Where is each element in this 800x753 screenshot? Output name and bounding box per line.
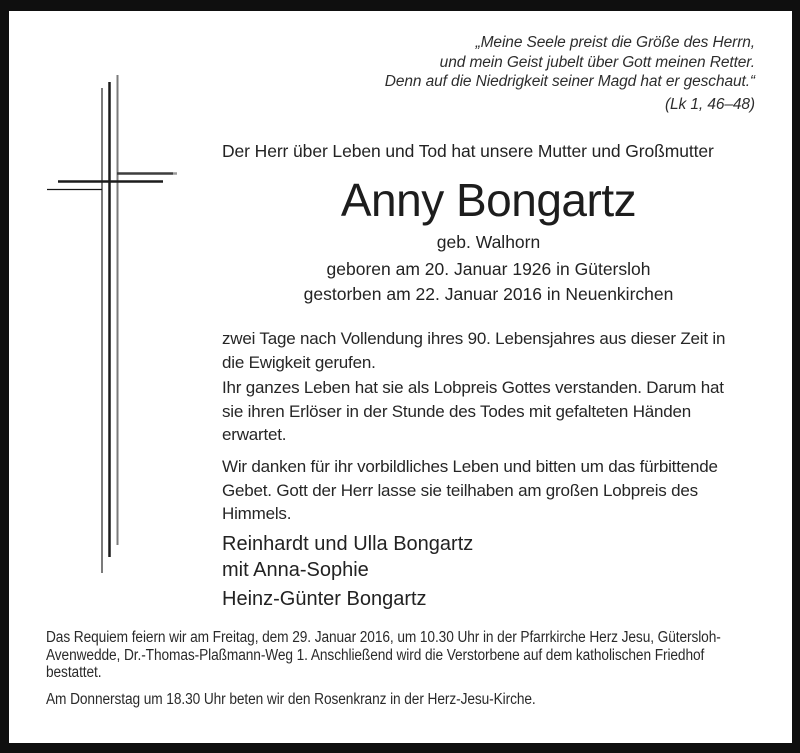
body-paragraph-2 (222, 376, 724, 447)
maiden-name: geb. Walhorn (436, 232, 541, 252)
quote-line: Denn auf die Niedrigkeit seiner Magd hat er geschaut.“ (384, 73, 755, 90)
paragraph-line: Gebet. Gott der Herr lasse sie teilhaben am großen Lobpreis des (222, 480, 698, 500)
paragraph-line: die Ewigkeit gerufen. (222, 352, 376, 372)
paragraph-line: Himmels. (222, 504, 292, 523)
body-paragraph-3 (222, 455, 718, 526)
mourner-line: mit Anna-Sophie (222, 559, 369, 581)
birth-line: geboren am 20. Januar 1926 in Gütersloh (326, 259, 651, 279)
paragraph-line: zwei Tage nach Vollendung ihres 90. Lebensjahres aus dieser Zeit in (222, 329, 726, 348)
frame-left (0, 0, 9, 753)
frame-bottom (0, 743, 800, 753)
death-line: gestorben am 22. Januar 2016 in Neuenkirchen (303, 284, 674, 304)
life-dates (222, 257, 755, 307)
requiem-line: Das Requiem feiern wir am Freitag, dem 29. Januar 2016, um 10.30 Uhr in der Pfarrkirche Herz Jesu, Gütersloh- (46, 629, 721, 646)
funeral-notice (46, 629, 758, 708)
cross-icon (40, 68, 190, 580)
announcement-intro: Der Herr über Leben und Tod hat unsere Mutter und Großmutter (222, 141, 714, 161)
paragraph-line: Ihr ganzes Leben hat sie als Lobpreis Gottes verstanden. Darum hat (222, 378, 724, 397)
paragraph-line: Wir danken für ihr vorbildliches Leben und bitten um das fürbittende (222, 457, 718, 476)
rosary-line: Am Donnerstag um 18.30 Uhr beten wir den Rosenkranz in der Herz-Jesu-Kirche. (46, 690, 536, 708)
requiem-line: bestattet. (46, 664, 102, 682)
requiem-line: Avenwedde, Dr.-Thomas-Plaßmann-Weg 1. Anschließend wird die Verstorbene auf dem katholischen Friedhof (46, 646, 705, 664)
scripture-quote (385, 33, 755, 114)
frame-top (0, 0, 800, 11)
paragraph-line: erwartet. (222, 425, 287, 444)
quote-line: „Meine Seele preist die Größe des Herrn, (475, 34, 755, 51)
frame-right (792, 0, 800, 753)
body-paragraph-1 (222, 327, 725, 374)
quote-line: und mein Geist jubelt über Gott meinen Retter. (439, 53, 755, 71)
mourner-line: Heinz-Günter Bongartz (222, 588, 427, 610)
deceased-name: Anny Bongartz (340, 174, 637, 226)
mourner-line: Reinhardt und Ulla Bongartz (222, 533, 474, 555)
quote-citation: (Lk 1, 46–48) (664, 95, 755, 113)
mourners-list (222, 531, 473, 612)
paragraph-line: sie ihren Erlöser in der Stunde des Todes mit gefalteten Händen (222, 401, 692, 421)
